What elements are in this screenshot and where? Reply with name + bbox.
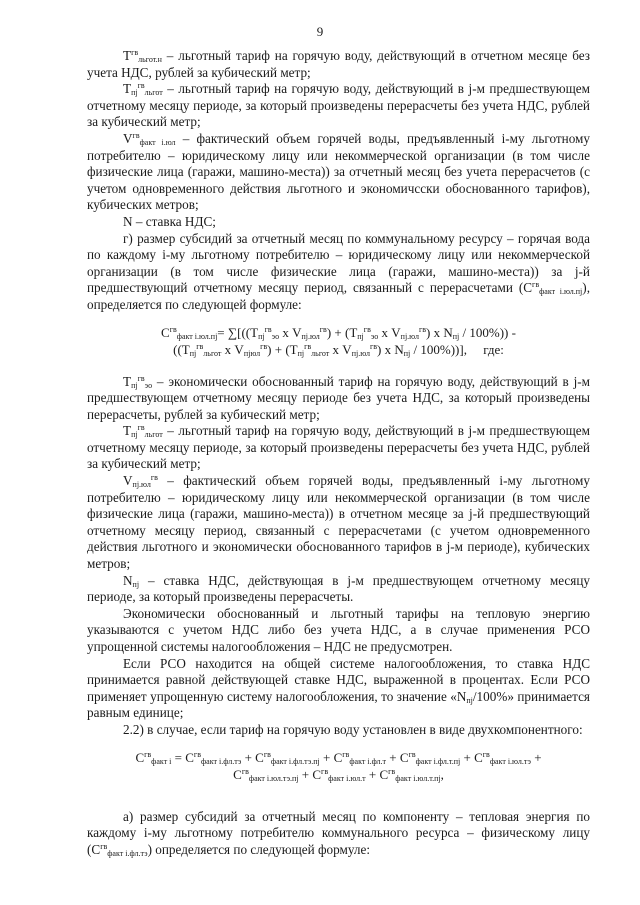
formula-subsidy-recalc: $С^{гв}_{факт i.юл.пj}= \sum[((T_{пj}^{гв}_{эо}$ х $V_{пj.юл}^{гв}) + (T_{пj}^{гв}_{эо}$ х $V_{пj.юл}^{гв}$) х $N_{пj} / 100\%$)) - (($T_{пj}^{гв}_{льгот}$ х $V_{пjюл}^{гв}) + (T_{пj}^{гв}_{льгот}$ х $V_{пj.юл}^{гв}$) х $N_{пj} / 100\%$))], где: [161,324,516,358]
paragraph-tariff-eo-j: $T_{пj}^{гв}_{эо}$ – экономически обоснованный тариф на горячую воду, действующий в j-м предшествующем отчетному месяцу периоде без учета НДС, за который произведены перерасчеты, рублей за кубический метр; [87,373,590,422]
paragraph-vat-rate: N – ставка НДС; [123,213,216,229]
formula-two-component: $С^{гв}_{факт i} = С^{гв}_{факт i.фл.тэ} + С^{гв}_{факт i.фл.тэ.пj} + С^{гв}_{факт i.фл.т} + С^{гв}_{факт i.фл.т.пj} + С^{гв}_{факт i.юл.тэ}$ + $С^{гв}_{факт i.юл.тэ.пj} + С^{гв}_{факт i.юл.т} + С^{гв}_{факт i.юл.т.пj}$, [135,749,542,783]
paragraph-volume-fact: $V^{гв}_{факт i.юл}$ – фактический объем горячей воды, предъявленный i-му льготному потребителю – юридическому лицу или некоммерческой организации (в том числе физические лица (гаражи, машино-места)) за отчетный месяц без учета перерасчетов (с учетом одновременного действия льготного и экономичсски обоснованного тарифов), кубических метров; [87,130,590,213]
paragraph-tax-system: Если РСО находится на общей системе налогообложения, то ставка НДС принимается равной действующей ставке НДС, выраженной в процентах. Если РСО применяет упрощенную систему налогообложения, то значение «$N_{пj}/100\%$» принимается равным единице; [87,655,590,721]
paragraph-vat-rate-j: $N_{пj}$ – ставка НДС, действующая в j-м предшествующем отчетному месяцу периоде, за который произведены перерасчеты. [87,572,590,605]
paragraph-tariff-lgot-n: $T^{гв}_{льгот.н}$ – льготный тариф на горячую воду, действующий в отчетном месяце без учета НДС, рублей за кубический метр; [87,48,590,80]
paragraph-two-component: 2.2) в случае, если тариф на горячую воду установлен в виде двухкомпонентного: [123,721,583,737]
paragraph-tariffs-vat: Экономически обоснованный и льготный тарифы на тепловую энергию указываются с учетом НДС либо без учета НДС, а в случае применения РСО упрощенной системы налогообложения – НДС не предусмотрен. [87,605,590,654]
paragraph-subsidy-a: а) размер субсидий за отчетный месяц по компоненту – тепловая энергия по каждому i-му льготному потребителю коммунального ресурса – физическому лицу $(С^{гв}_{факт i.фл.тэ})$ определяется по следующей формуле: [87,808,590,858]
document-body [87,48,590,858]
page-number: 9 [316,24,324,39]
paragraph-subsidy-g: г) размер субсидий за отчетный месяц по коммунальному ресурсу – горячая вода по каждому i-му льготному потребителю – юридическому лицу или некоммерческой организации (в том числе физические лица (гаражи, машино-места)) за j-й предшествующий отчетному месяцу период, связанный с перерасчетами $(С^{гв}_{факт i.юл.пj})$, определяется по следующей формуле: [87,230,590,312]
paragraph-tariff-lgot-j: $T_{пj}^{гв}_{льгот}$ – льготный тариф на горячую воду, действующий в j-м предшествующем отчетному месяцу периоде, за который произведены перерасчеты без учета НДС, рублей за кубический метр; [87,81,590,130]
paragraph-volume-recalc: $V_{пj.юл}^{гв}$ – фактический объем горячей воды, предъявленный i-му льготному потребителю – юридическому лицу или некоммерческой организации (в том числе физические лица (гаражи, машино-места)) в отчетном месяце за j-й предшествующий отчетному месяцу период, связанный с перерасчетами (с учетом одновременного действия льготного и экономически обоснованного тарифов в j-м периоде), кубических метров; [87,473,590,572]
paragraph-tariff-lgot-j-2: $T_{пj}^{гв}_{льгот}$ – льготный тариф на горячую воду, действующий в j-м предшествующем отчетному месяцу периоде, за который произведены перерасчеты без учета НДС, рублей за кубический метр; [87,423,590,472]
